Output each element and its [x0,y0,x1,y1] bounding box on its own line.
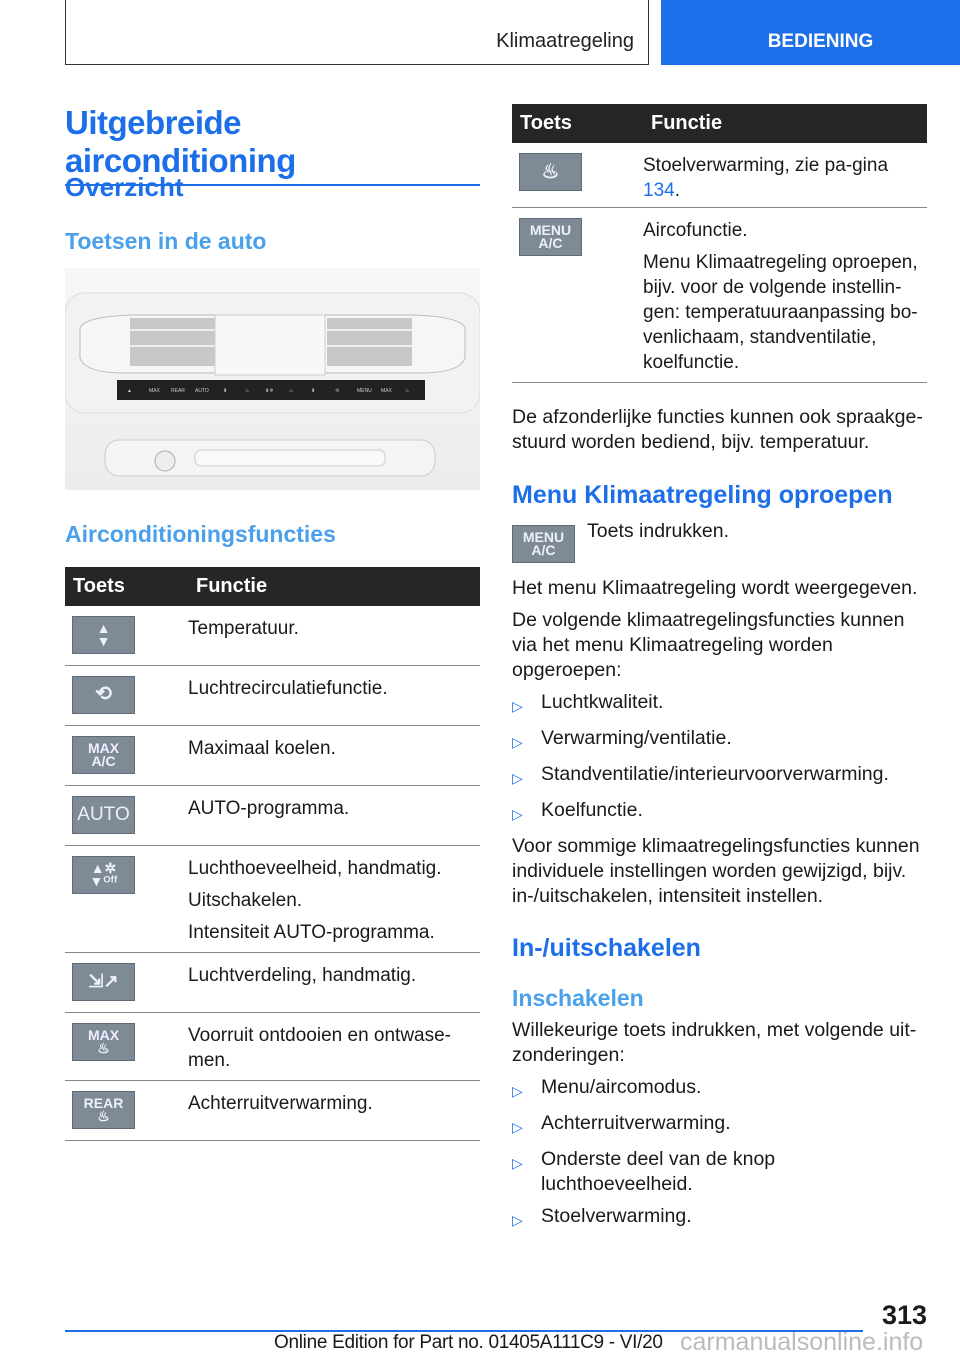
menu-text-2: De volgende klimaatregelingsfuncties kunnen via het menu Klimaatregeling worden opgeroepen: [512,609,905,681]
footer-edition: Online Edition for Part no. 01405A111C9 - VI/20 [274,1332,663,1353]
function-text: Luchthoeveelheid, handmatig. [188,857,442,879]
page-number: 313 [881,1300,927,1330]
heading-menu: Menu Klimaatregeling oproepen [512,481,893,509]
col-key: Toets [512,104,643,143]
air-distribution-icon: ⇲↗ [72,963,135,1001]
function-text: Luchtrecirculatiefunctie. [188,677,388,699]
heading-on: Inschakelen [512,985,644,1011]
heading-onoff: In-/uitschakelen [512,934,701,962]
bullet-icon: ▷ [512,770,523,786]
function-text: Uitschakelen. [188,889,303,911]
svg-text:⬍: ⬍ [311,388,316,394]
list-item: ▷ Stoelverwarming. [512,1204,932,1233]
functions-table [65,567,480,1141]
section-title: Klimaatregeling [496,30,634,52]
bullet-icon: ▷ [512,698,523,714]
bullet-icon: ▷ [512,1212,523,1228]
list-item: ▷ Koelfunctie. [512,798,932,827]
function-text: Intensiteit AUTO-programma. [188,921,435,943]
bullet-icon: ▷ [512,1155,523,1171]
col-function: Functie [188,567,480,606]
svg-text:♨: ♨ [289,388,294,394]
function-text: Temperatuur. [188,618,299,639]
function-text: Stoelverwarming, zie pa-gina [643,155,889,176]
max-ac-icon: MAX A/C [72,736,135,774]
on-text: Willekeurige toets indrukken, met volgende uit-zonderingen: [512,1019,917,1066]
seat-heating-icon: ♨ [519,153,582,191]
col-key: Toets [65,567,188,606]
menu-ac-icon: MENU A/C [512,525,575,563]
svg-text:REAR: REAR [171,388,185,394]
function-text: Achterruitverwarming. [188,1092,373,1114]
svg-text:♨: ♨ [405,388,410,394]
fan-icon: ▲✲ ▼ᴼᶠᶠ [72,856,135,894]
bullet-icon: ▷ [512,806,523,822]
watermark[interactable]: carmanualsonline.info [680,1328,924,1356]
list-item: ▷ Standventilatie/interieurvoorverwarming. [512,762,932,791]
heading-overview: Overzicht [65,172,184,202]
function-text: AUTO-programma. [188,797,350,819]
list-item: ▷ Achterruitverwarming. [512,1111,932,1140]
menu-text-1: Het menu Klimaatregeling wordt weergegeven. [512,577,918,599]
bullet-icon: ▷ [512,734,523,750]
heading-functions: Airconditioningsfuncties [65,521,336,547]
function-text: Luchtverdeling, handmatig. [188,964,417,986]
voice-note: De afzonderlijke functies kunnen ook spraakge-stuurd worden bediend, bijv. temperatuur. [512,406,923,453]
heading-buttons: Toetsen in de auto [65,228,267,254]
bullet-icon: ▷ [512,1119,523,1135]
list-item: ▷ Luchtkwaliteit. [512,690,932,719]
svg-text:⬍✲: ⬍✲ [265,388,274,394]
dashboard-photo [65,268,480,490]
function-text: Voorruit ontdooien en ontwase-men. [188,1024,452,1071]
svg-text:MENU: MENU [357,388,372,394]
list-item: ▷ Onderste deel van de knop luchthoeveelheid. [512,1148,776,1195]
auto-icon: AUTO [72,796,135,834]
page-title: Uitgebreide airconditioning [65,104,480,186]
svg-text:MAX: MAX [381,388,392,394]
max-defrost-icon: MAX ♨ [72,1023,135,1061]
chapter-tab[interactable]: BEDIENING [661,0,960,65]
menu-text-3: Voor sommige klimaatregelingsfuncties kunnen individuele instellingen worden gewijzigd, bijv. in-/uitschakelen, intensiteit instellen. [512,835,920,907]
function-text: Maximaal koelen. [188,737,336,759]
recirculation-icon: ⟲ [72,676,135,714]
rear-defrost-icon: REAR ♨ [72,1091,135,1129]
svg-text:⟲: ⟲ [335,388,340,394]
svg-text:MAX: MAX [149,388,160,394]
menu-ac-icon: MENU A/C [519,218,582,256]
page-link[interactable]: 134 [643,180,675,201]
punctuation: . [674,180,680,201]
list-item: ▷ Verwarming/ventilatie. [512,726,932,755]
bullet-icon: ▷ [512,1083,523,1099]
temperature-icon: ▲ ▼ [72,616,135,654]
svg-text:▲: ▲ [127,388,132,394]
svg-text:AUTO: AUTO [195,388,209,394]
list-item: ▷ Menu/aircomodus. [512,1075,932,1104]
svg-text:⬍: ⬍ [223,388,228,394]
menu-step: Toets indrukken. [587,520,729,542]
col-function: Functie [643,104,927,143]
functions-table-continued [512,104,927,383]
svg-text:♨: ♨ [245,388,250,394]
function-text: Aircofunctie. [643,219,748,241]
function-text: Menu Klimaatregeling oproepen, bijv. voor de volgende instellin-gen: temperatuuraanpassing bo-venlichaam, standventilatie, koelfunctie. [643,251,918,373]
